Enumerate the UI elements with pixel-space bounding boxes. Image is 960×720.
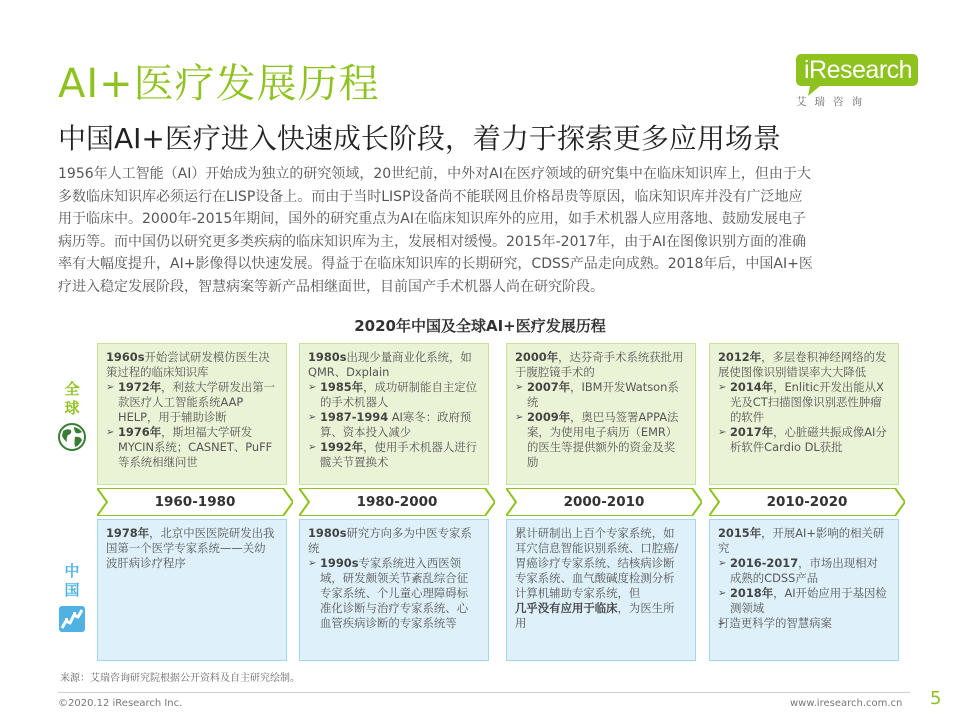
global-event: [718, 425, 888, 455]
china-event: [718, 556, 888, 586]
event-year: 2012年: [718, 350, 762, 364]
event-year: 1978年: [106, 526, 150, 540]
china-event: [718, 616, 888, 631]
event-year: 2014年: [730, 380, 774, 394]
global-event: [106, 425, 276, 470]
period-band-1: [97, 488, 293, 516]
china-event: [515, 601, 685, 631]
event-text: 累计研制出上百个专家系统，如耳穴信息智能识别系统、口腔癌/胃癌诊疗专家系统、结核病诊断专家系统、血气酸碱度检测分析计算机辅助专家系统，但: [515, 526, 679, 600]
global-row-label: [55, 380, 89, 452]
global-box-4: [709, 343, 899, 485]
logo-cn: 艾瑞咨询: [796, 96, 870, 108]
event-text: 开始尝试研发模仿医生决策过程的临床知识库: [106, 350, 270, 379]
page-title: AI+医疗发展历程: [58, 61, 380, 107]
intro-paragraph: [58, 163, 918, 298]
event-text: 研究方向多为中医专家系统: [308, 526, 472, 555]
global-label-char: 全: [64, 380, 80, 398]
china-label-char: 国: [64, 581, 80, 599]
chart-title: 2020年中国及全球AI+医疗发展历程: [354, 317, 606, 335]
global-event: [515, 350, 685, 380]
china-event: [718, 586, 888, 616]
global-box-1: [97, 343, 287, 485]
event-year: 2009年: [527, 410, 571, 424]
period-label: 2010-2020: [766, 494, 848, 510]
event-year: 几乎没有应用于临床: [515, 601, 618, 615]
intro-line: 用于临床中。2000年-2015年期间，国外的研究重点为AI在临床知识库外的应用，如手术机器人应用落地、鼓励发展电子: [58, 211, 807, 227]
intro-line: 率有大幅度提升，AI+影像得以快速发展。得益于在临床知识库的长期研究，CDSS产品走向成熟。2018年后，中国AI+医: [58, 256, 813, 272]
event-year: 2015年: [718, 526, 762, 540]
event-year: 2018年: [730, 586, 774, 600]
china-event: [308, 526, 478, 556]
global-event: [308, 410, 478, 440]
china-label-char: 中: [64, 562, 80, 580]
event-text: ，开展AI+影响的相关研究: [718, 526, 885, 555]
event-text: ，达芬奇手术系统获批用于腹腔镜手术的: [515, 350, 684, 379]
page-subtitle: 中国AI+医疗进入快速成长阶段，着力于探索更多应用场景: [58, 122, 781, 155]
event-year: 1985年: [320, 380, 364, 394]
global-event: [308, 440, 478, 470]
event-year: 1960s: [106, 350, 145, 364]
event-year: 2016-2017: [730, 556, 799, 570]
event-year: 1990s: [320, 556, 359, 570]
period-band-2: [299, 488, 495, 516]
china-event: [718, 526, 888, 556]
globe-icon: [57, 422, 87, 452]
intro-line: 疗进入稳定发展阶段，智慧病案等新产品相继面世，目前国产手术机器人尚在研究阶段。: [58, 278, 604, 295]
global-event: [515, 380, 685, 410]
global-event: [718, 350, 888, 380]
global-event: [308, 380, 478, 410]
event-text: ，为医生所用: [515, 601, 675, 630]
event-year: 1976年: [118, 425, 162, 439]
intro-line: 1956年人工智能（AI）开始成为独立的研究领域，20世纪前，中外对AI在医疗领域的研究集中在临床知识库上，但由于大: [58, 166, 811, 182]
source-note: 来源：艾瑞咨询研究院根据公开资料及自主研究绘制。: [60, 673, 300, 684]
website-link[interactable]: www.iresearch.com.cn: [790, 698, 903, 709]
event-text: ，使用手术机器人进行髋关节置换术: [320, 440, 478, 469]
event-year: 1980s: [308, 526, 347, 540]
global-event: [718, 380, 888, 425]
event-year: 2007年: [527, 380, 571, 394]
event-text: ，利兹大学研发出第一款医疗人工智能系统AAP HELP，用于辅助诊断: [118, 380, 276, 424]
china-row-label: [55, 562, 89, 634]
global-event: [308, 350, 478, 380]
china-box-4: [709, 519, 899, 661]
event-text: ，市场出现相对成熟的CDSS产品: [730, 556, 878, 585]
global-event: [515, 410, 685, 470]
event-text: ，心脏磁共振成像AI分析软件Cardio DL获批: [730, 425, 887, 454]
copyright: ©2020.12 iResearch Inc.: [58, 698, 183, 709]
intro-line: 多数临床知识库必须运行在LISP设备上。而由于当时LISP设备尚不能联网且价格昂贵等原因，临床知识库并没有广泛地应: [58, 188, 803, 205]
event-text: ，成功研制能自主定位的手术机器人: [320, 380, 478, 409]
event-year: 1980s: [308, 350, 347, 364]
event-text: ，AI开始应用于基因检测领域: [730, 586, 887, 615]
event-text: ，斯坦福大学研发MYCIN系统；CASNET、PuFF等系统相继问世: [118, 425, 273, 469]
global-box-2: [299, 343, 489, 485]
global-event: [106, 350, 276, 380]
event-text: ，Enlitic开发出能从X光及CT扫描图像识别恶性肿瘤的软件: [730, 380, 884, 424]
event-text: 打造更科学的智慧病案: [718, 616, 832, 630]
period-label: 1980-2000: [356, 494, 438, 510]
period-label: 2000-2010: [563, 494, 645, 510]
intro-line: 病历等。而中国仍以研究更多类疾病的临床知识库为主，发展相对缓慢。2015年-2017年，由于AI在图像识别方面的准确: [58, 233, 807, 250]
global-box-3: [506, 343, 696, 485]
china-box-1: [97, 519, 287, 661]
china-box-2: [299, 519, 489, 661]
event-text: ，奥巴马签署APPA法案，为使用电子病历（EMR）的医生等提供额外的资金及奖励: [527, 410, 679, 469]
great-wall-icon: [57, 604, 87, 634]
event-year: 2017年: [730, 425, 774, 439]
period-band-4: [709, 488, 905, 516]
global-label-char: 球: [64, 399, 80, 417]
footer-divider: [58, 692, 910, 693]
period-label: 1960-1980: [154, 494, 236, 510]
event-text: AI寒冬：政府预算、资本投入减少: [320, 410, 472, 439]
event-text: ，IBM开发Watson系统: [527, 380, 679, 409]
china-event: [308, 556, 478, 631]
china-event: [515, 526, 685, 601]
event-year: 2000年: [515, 350, 559, 364]
period-band-3: [506, 488, 702, 516]
event-year: 1992年: [320, 440, 364, 454]
global-event: [106, 380, 276, 425]
china-event: [106, 526, 276, 571]
event-text: ，多层卷积神经网络的发展使图像识别错误率大大降低: [718, 350, 887, 379]
china-box-3: [506, 519, 696, 661]
event-year: 1972年: [118, 380, 162, 394]
logo-brand: iResearch: [804, 56, 913, 84]
event-text: 出现少量商业化系统，如QMR、Dxplain: [308, 350, 472, 379]
event-text: ，北京中医医院研发出我国第一个医学专家系统——关幼波肝病诊疗程序: [106, 526, 275, 570]
event-text: 专家系统进入西医领域，研发颇领关节紊乱综合征专家系统、个儿童心理障碍标准化诊断与治疗专家系统、心血管疾病诊断的专家系统等: [320, 556, 469, 630]
page-number: 5: [930, 688, 942, 709]
event-year: 1987-1994: [320, 410, 389, 424]
